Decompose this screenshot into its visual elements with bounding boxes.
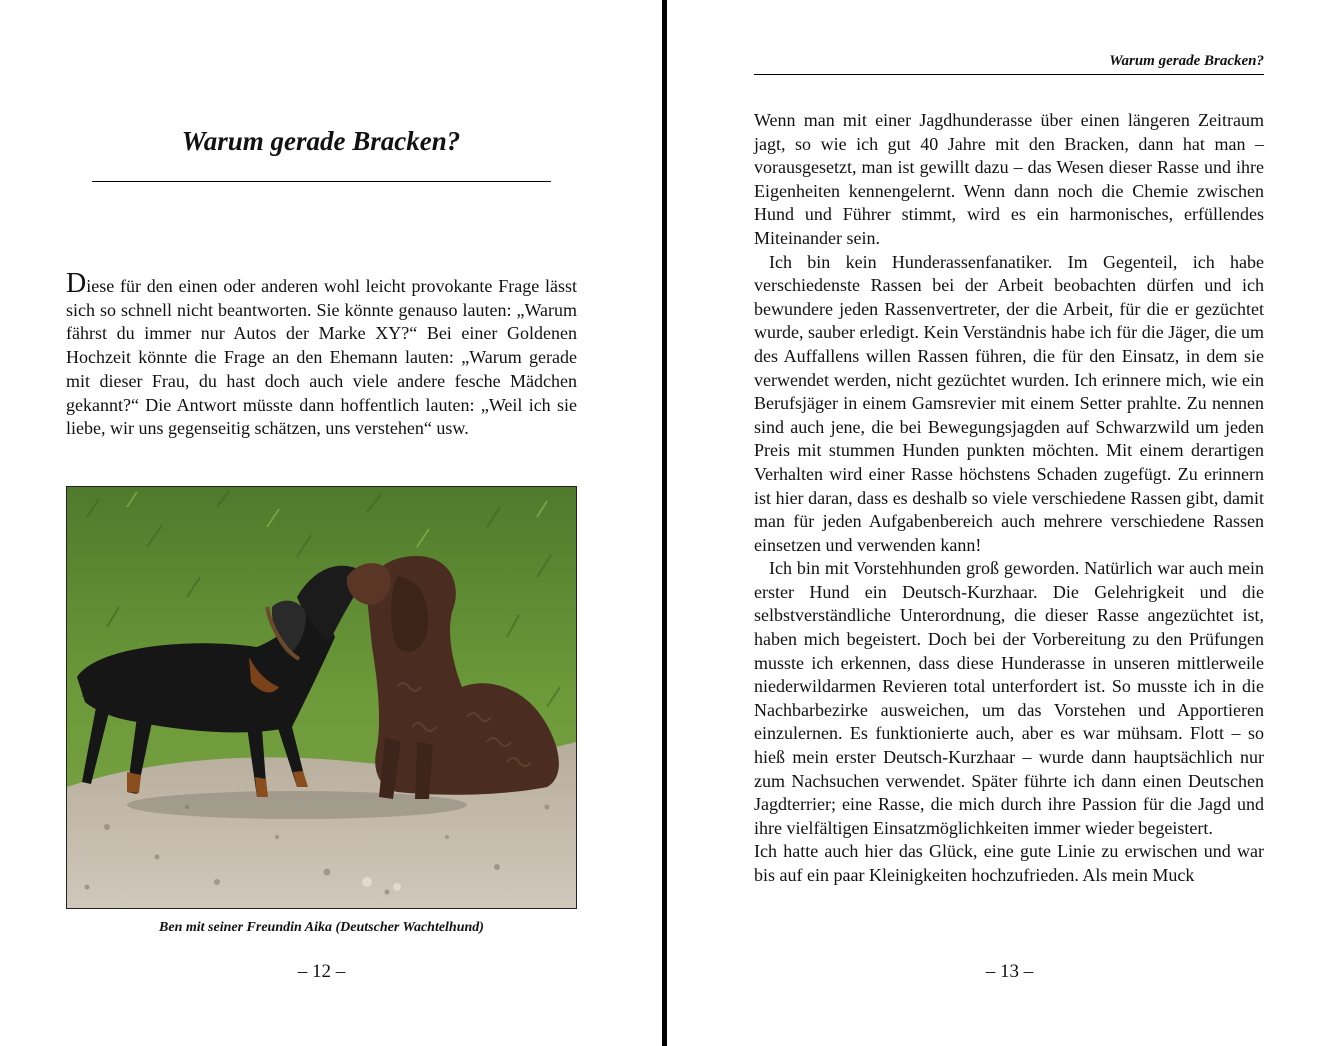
dog-photo-illustration — [67, 487, 576, 908]
dropcap-letter: D — [66, 268, 87, 299]
left-page — [0, 0, 662, 1046]
paragraph: Ich bin kein Hunderassenfanatiker. Im Gegenteil, ich habe verschiedenste Rassen bei der Arbeit beobachten dürfen und ich bewundere jeden Rassenvertreter, der die Arbeit, für die er gezüchtet wurde, sauber erledigt. Kein Verständnis habe ich für die Jäger, die um des Auffallens willen Rassen führen, die für den Einsatz, in dem sie verwendet werden, nicht gezüchtet wurden. Ich erinnere mich, wie ein Berufsjäger in einem Gamsrevier mit einem Setter prahlte. Zu nennen sind auch jene, die bei Bewegungsjagden auf Schwarzwild um jeden Preis mit stummen Hunden punkten möchten. Mit einem derartigen Verhalten wird einer Rasse höchstens Schaden zugefügt. Zu erinnern ist hier daran, dass es deshalb so viele verschiedene Rassen gibt, damit man für jeden Aufgabenbereich auch mehrere verschiedene Rassen einsetzen und verwenden kann! — [754, 251, 1264, 555]
paragraph: Wenn man mit einer Jagdhunderasse über einen längeren Zeitraum jagt, so wie ich gut 40 Jahre mit den Bracken, dann hat man – vorausgesetzt, man ist gewillt dazu – das Wesen dieser Rasse und ihre Eigenheiten kennengelernt. Wenn dann noch die Chemie zwischen Hund und Führer stimmt, wird es ein harmonisches, erfüllendes Miteinander sein. — [754, 110, 1264, 248]
intro-paragraph — [66, 268, 577, 441]
paragraph: Ich hatte auch hier das Glück, eine gute Linie zu erwischen und war bis auf ein paar Kleinigkeiten hochzufrieden. Als mein Muck — [754, 841, 1264, 885]
photo-caption: Ben mit seiner Freundin Aika (Deutscher Wachtelhund) — [159, 920, 484, 935]
page-number-left: – 12 – — [297, 961, 346, 982]
dog-photo — [66, 486, 577, 909]
body-text — [754, 109, 1264, 888]
paragraph: Ich bin mit Vorstehhunden groß geworden. Natürlich war auch mein erster Hund ein Deutsch-Kurzhaar. Die Gelehrigkeit und die selbstverständliche Unterordnung, die dieser Rasse angezüchtet ist, haben mich begeistert. Doch bei der Vorbereitung zu den Prüfungen musste ich erkennen, dass diese Hunderasse in unseren mittlerweile niederwildarmen Revieren total unterfordert ist. So musste ich in die Nachbarbezirke ausweichen, um das Vorstehen und Apportieren einzulernen. Es funktionierte auch, aber es war mühsam. Flott – so hieß mein erster Deutsch-Kurzhaar – wurde dann hauptsächlich nur zum Nachsuchen verwendet. Später führte ich dann einen Deutschen Jagdterrier; eine Rasse, die mich durch ihre Passion für die Jagd und ihre vielfältigen Einsatzmöglichkeiten immer wieder begeistert. — [754, 558, 1264, 838]
right-page — [667, 0, 1331, 1046]
intro-text: iese für den einen oder anderen wohl leicht provokante Frage lässt sich so schnell nicht beantworten. Sie könnte genauso lauten: „Warum fährst du immer nur Autos der Marke XY?“ Bei einer Goldenen Hochzeit könnte die Frage an den Ehemann lauten: „Warum gerade mit dieser Frau, du hast doch auch viele andere fesche Mädchen gekannt?“ Die Antwort müsste dann hoffentlich lauten: „Weil ich sie liebe, wir uns gegenseitig schätzen, uns verstehen“ usw. — [66, 276, 577, 439]
chapter-title: Warum gerade Bracken? — [181, 126, 461, 156]
running-head: Warum gerade Bracken? — [1109, 53, 1264, 69]
page-number-right: – 13 – — [985, 961, 1034, 982]
title-underline-rule — [92, 181, 551, 182]
running-head-rule — [754, 74, 1264, 75]
